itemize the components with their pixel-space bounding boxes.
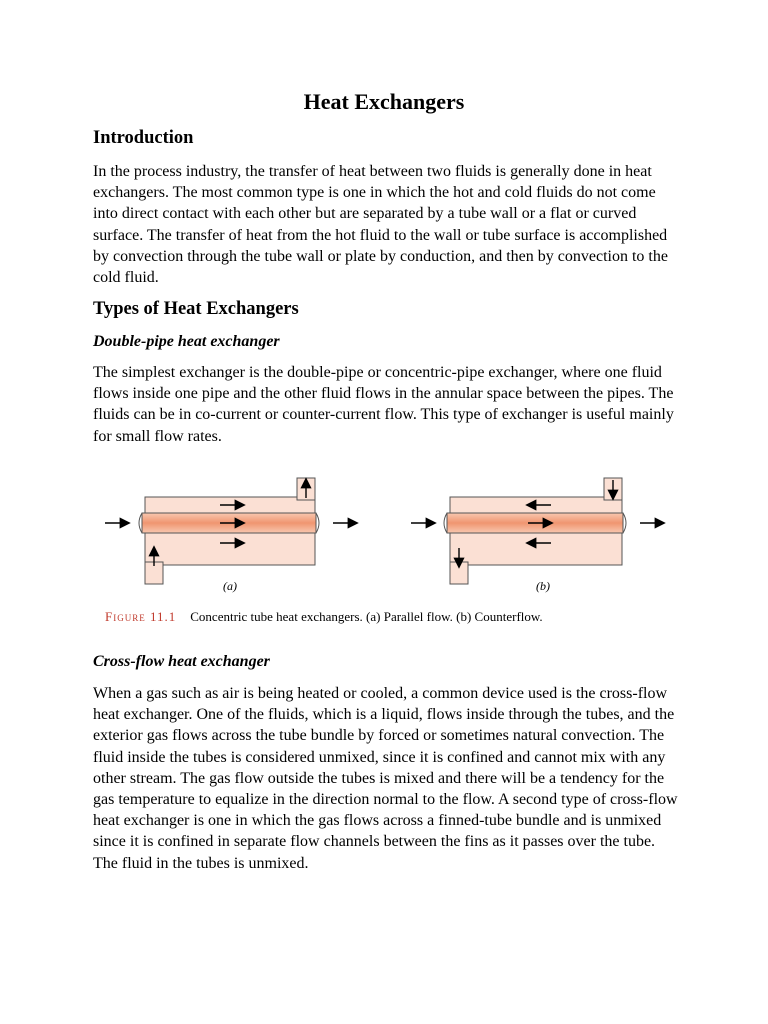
subfigure-label-b: (b) bbox=[536, 579, 550, 593]
introduction-paragraph: In the process industry, the transfer of heat between two fluids is generally done in heat exchangers. The most common type is one in which the hot and cold fluids do not come into direct contact with each other but are separated by a tube wall or a flat or curved surface. The transfer of heat from the hot fluid to the wall or tube surface is accomplished by convection through the tube wall or plate by conduction, and then by convection to the cold fluid. bbox=[93, 163, 668, 287]
double-pipe-paragraph: The simplest exchanger is the double-pipe or concentric-pipe exchanger, where one fluid flows inside one pipe and the other fluid flows in the annular space between the pipes. The fluids can be in co-current or counter-current flow. This type of exchanger is useful mainly for small flow rates. bbox=[93, 364, 674, 445]
figure-caption bbox=[105, 609, 543, 625]
figure-concentric-tube bbox=[93, 470, 683, 630]
types-heading: Types of Heat Exchangers bbox=[93, 299, 299, 319]
introduction-heading: Introduction bbox=[93, 128, 194, 148]
cross-flow-heading: Cross-flow heat exchanger bbox=[93, 653, 270, 670]
page-title: Heat Exchangers bbox=[303, 89, 465, 114]
figure-caption-text: Concentric tube heat exchangers. (a) Parallel flow. (b) Counterflow. bbox=[190, 609, 543, 624]
double-pipe-heading: Double-pipe heat exchanger bbox=[93, 333, 280, 350]
figure-number: Figure 11.1 bbox=[105, 609, 177, 624]
cross-flow-paragraph: When a gas such as air is being heated or cooled, a common device used is the cross-flow heat exchanger. One of the fluids, which is a liquid, flows inside through the tubes, and the exterior gas flows across the tube bundle by forced or sometimes natural convection. The fluid inside the tubes is considered unmixed, since it is confined and cannot mix with any other stream. The gas flow outside the tubes is mixed and there will be a tendency for the gas temperature to equalize in the direction normal to the flow. A second type of cross-flow heat exchanger is one in which the gas flows across a finned-tube bundle and is unmixed since it is confined in separate flow channels between the fins as it passes over the tube. The fluid in the tubes is unmixed. bbox=[93, 685, 678, 872]
subfigure-label-a: (a) bbox=[223, 579, 237, 593]
parallel-flow-exchanger bbox=[105, 478, 356, 584]
counterflow-exchanger bbox=[411, 478, 663, 584]
concentric-tube-diagram bbox=[93, 470, 683, 630]
